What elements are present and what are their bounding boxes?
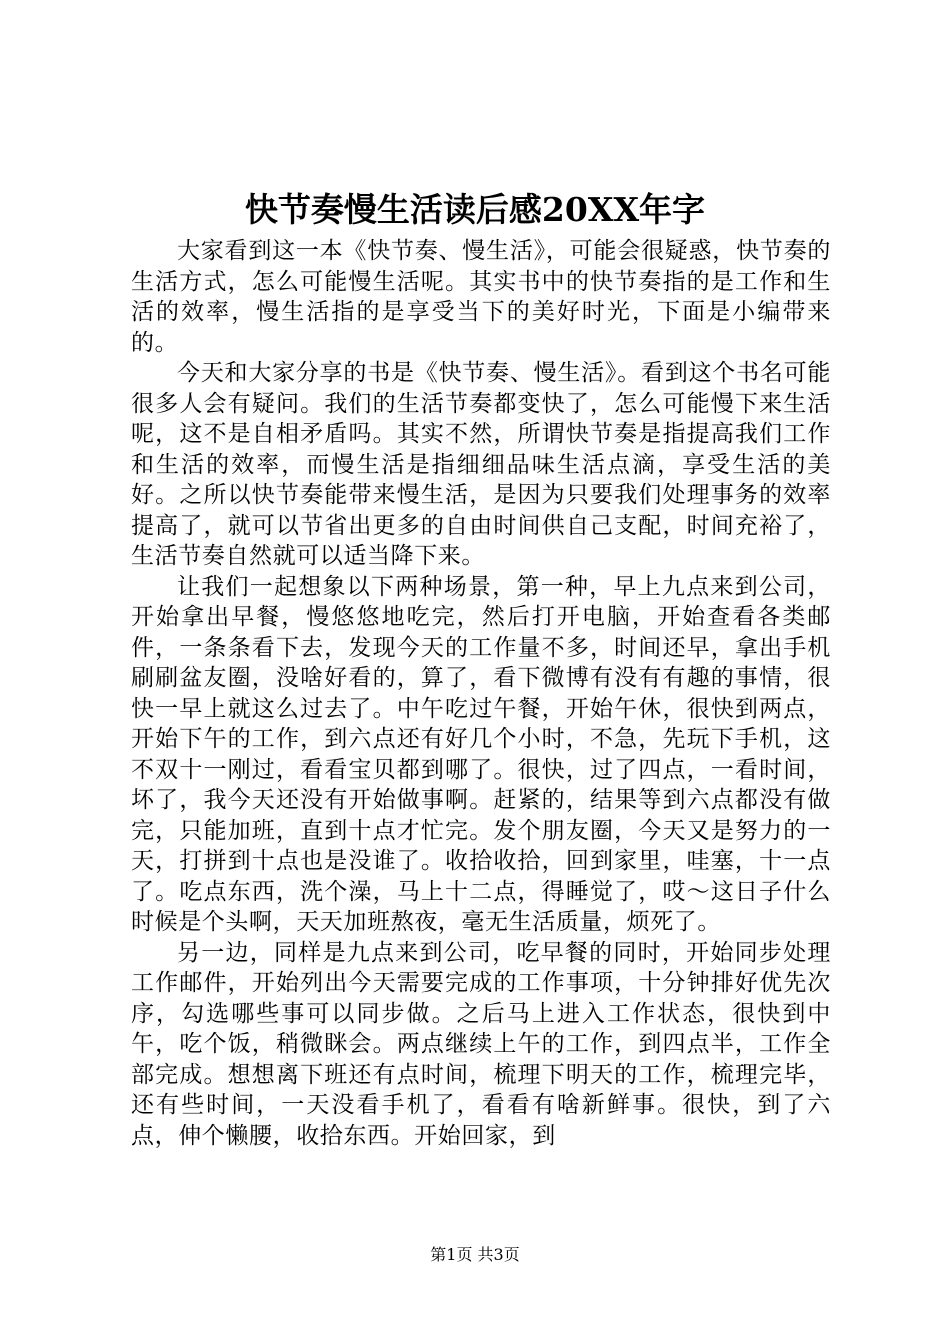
paragraph-2: 今天和大家分享的书是《快节奏、慢生活》。看到这个书名可能很多人会有疑问。我们的生活节奏都变快了，怎么可能慢下来生活呢，这不是自相矛盾吗。其实不然，所谓快节奏是指提高我们工作和生活的效率，而慢生活是指细细品味生活点滴，享受生活的美好。之所以快节奏能带来慢生活，是因为只要我们处理事务的效率提高了，就可以节省出更多的自由时间供自己支配，时间充裕了，生活节奏自然就可以适当降下来。	[131, 360, 831, 569]
paragraph-1: 大家看到这一本《快节奏、慢生活》，可能会很疑惑，快节奏的生活方式，怎么可能慢生活呢。其实书中的快节奏指的是工作和生活的效率，慢生活指的是享受当下的美好时光，下面是小编带来的。	[131, 238, 831, 356]
paragraph-3: 让我们一起想象以下两种场景，第一种，早上九点来到公司，开始拿出早餐，慢悠悠地吃完，然后打开电脑，开始查看各类邮件，一条条看下去，发现今天的工作量不多，时间还早，拿出手机刷刷盆友圈，没啥好看的，算了，看下微博有没有有趣的事情，很快一早上就这么过去了。中午吃过午餐，开始午休，很快到两点，开始下午的工作，到六点还有好几个小时，不急，先玩下手机，这不双十一刚过，看看宝贝都到哪了。很快，过了四点，一看时间，坏了，我今天还没有开始做事啊。赶紧的，结果等到六点都没有做完，只能加班，直到十点才忙完。发个朋友圈，今天又是努力的一天，打拼到十点也是没谁了。收拾收拾，回到家里，哇塞，十一点了。吃点东西，洗个澡，马上十二点，得睡觉了，哎～这日子什么时候是个头啊，天天加班熬夜，毫无生活质量，烦死了。	[131, 573, 831, 935]
paragraph-4: 另一边，同样是九点来到公司，吃早餐的同时，开始同步处理工作邮件，开始列出今天需要完成的工作事项，十分钟排好优先次序，勾选哪些事可以同步做。之后马上进入工作状态，很快到中午，吃个饭，稍微眯会。两点继续上午的工作，到四点半，工作全部完成。想想离下班还有点时间，梳理下明天的工作，梳理完毕，还有些时间，一天没看手机了，看看有啥新鲜事。很快，到了六点，伸个懒腰，收拾东西。开始回家，到	[131, 939, 831, 1149]
document-title: 快节奏慢生活读后感20XX年字	[244, 190, 706, 229]
page-footer: 第1页 共3页	[430, 1245, 520, 1264]
document-body	[131, 236, 831, 1151]
